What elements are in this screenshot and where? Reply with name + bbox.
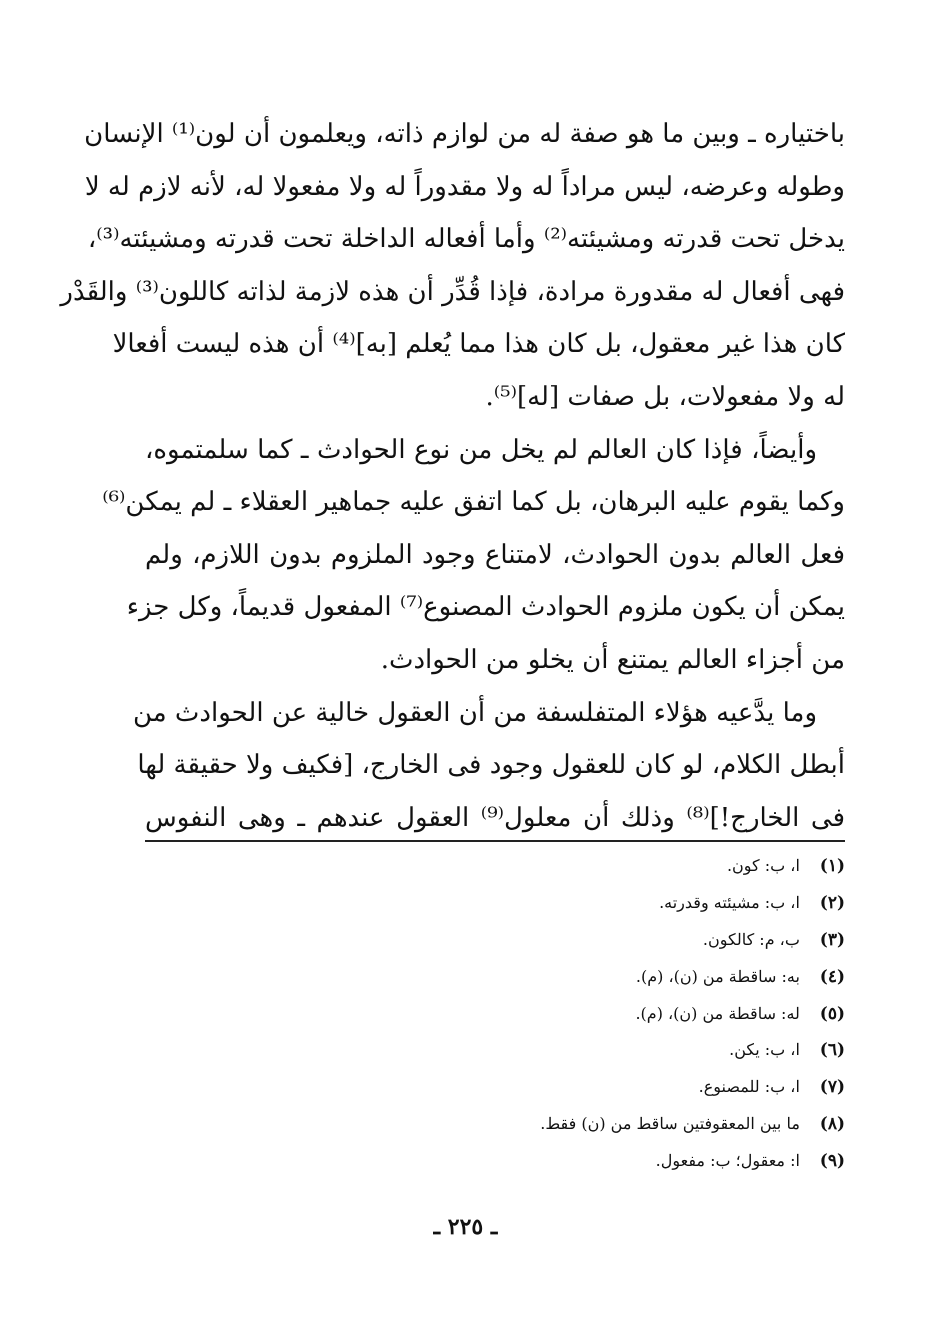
footnote	[145, 922, 845, 959]
text-line: باختياره ـ وبين ما هو صفة له من لوازم ذاته، ويعلمون أن لون⁽¹⁾ الإنسان	[84, 119, 845, 149]
text-line: وأيضاً، فإذا كان العالم لم يخل من نوع الحوادث ـ كما سلمتموه،	[145, 434, 817, 465]
text-line: فهى أفعال له مقدورة مرادة، فإذا قُدِّر أن هذه لازمة لذاته كاللون⁽³⁾ والقَدْر	[60, 276, 845, 307]
footnote-number: (١)	[819, 856, 845, 876]
footnote-number: (٦)	[819, 1040, 845, 1061]
footnote-text: ا، ب: يكن.	[729, 1040, 800, 1060]
footnote-number: (٤)	[819, 966, 845, 987]
footnote	[145, 848, 845, 885]
footnote-text: له: ساقطة من (ن)، (م).	[635, 1003, 800, 1023]
footnote	[145, 996, 845, 1033]
footnote	[145, 1069, 845, 1106]
text-line: من أجزاء العالم يمتنع أن يخلو من الحوادث.	[380, 644, 845, 675]
text-line: كان هذا غير معقول، بل كان هذا مما يُعلم [به]⁽⁴⁾ أن هذه ليست أفعالا	[112, 329, 845, 360]
footnote-number: (٨)	[819, 1114, 845, 1135]
text-line: يدخل تحت قدرته ومشيئته⁽²⁾ وأما أفعاله الداخلة تحت قدرته ومشيئته⁽³⁾،	[87, 224, 845, 255]
footnotes	[145, 848, 845, 1180]
text-line: يمكن أن يكون ملزوم الحوادث المصنوع⁽⁷⁾ المفعول قديماً، وكل جزء	[126, 592, 845, 623]
text-line: له ولا مفعولات، بل صفات [له]⁽⁵⁾.	[485, 381, 845, 412]
footnote-text: ما بين المعقوفتين ساقط من (ن) فقط.	[540, 1114, 800, 1134]
footnote	[145, 885, 845, 922]
main-text	[60, 108, 846, 844]
footnote-text: به: ساقطة من (ن)، (م).	[635, 966, 800, 986]
text-line: فى الخارج!]⁽⁸⁾ وذلك أن معلول⁽⁹⁾ العقول عندهم ـ وهى النفوس	[145, 802, 846, 833]
footnote-text: ب، م: كالكون.	[702, 929, 800, 949]
footnote-number: (٧)	[819, 1077, 845, 1098]
footnote-number: (٢)	[819, 892, 845, 913]
footnote	[145, 1143, 845, 1180]
footnote-text: ا، ب: مشيئته وقدرته.	[659, 892, 800, 912]
footnote-text: ا: معقول؛ ب: مفعول.	[655, 1151, 800, 1171]
text-line: وما يدَّعيه هؤلاء المتفلسفة من أن العقول خالية عن الحوادث من	[132, 697, 817, 728]
footnote	[145, 959, 845, 996]
text-line: فعل العالم بدون الحوادث، لامتناع وجود الملزوم بدون اللازم، ولم	[145, 539, 845, 570]
footnote	[145, 1106, 845, 1143]
footnote-text: ا، ب: للمصنوع.	[698, 1077, 800, 1097]
footnote-number: (٥)	[819, 1003, 845, 1024]
footnote-text: ا، ب: كون.	[726, 856, 800, 875]
page-number: ـ ٢٢٥ ـ	[433, 1214, 498, 1240]
text-line: وطوله وعرضه، ليس مراداً له ولا مقدوراً له ولا مفعولا له، لأنه لازم له لا	[84, 171, 845, 202]
text-line: أبطل الكلام، لو كان للعقول وجود فى الخارج، [فكيف ولا حقيقة لها	[137, 750, 845, 781]
text-line: وكما يقوم عليه البرهان، بل كما اتفق عليه جماهير العقلاء ـ لم يمكن⁽⁶⁾	[102, 487, 845, 518]
footnote-number: (٩)	[819, 1151, 845, 1172]
footnote-separator	[145, 840, 845, 842]
footnote-number: (٣)	[819, 929, 845, 950]
footnote	[145, 1032, 845, 1069]
